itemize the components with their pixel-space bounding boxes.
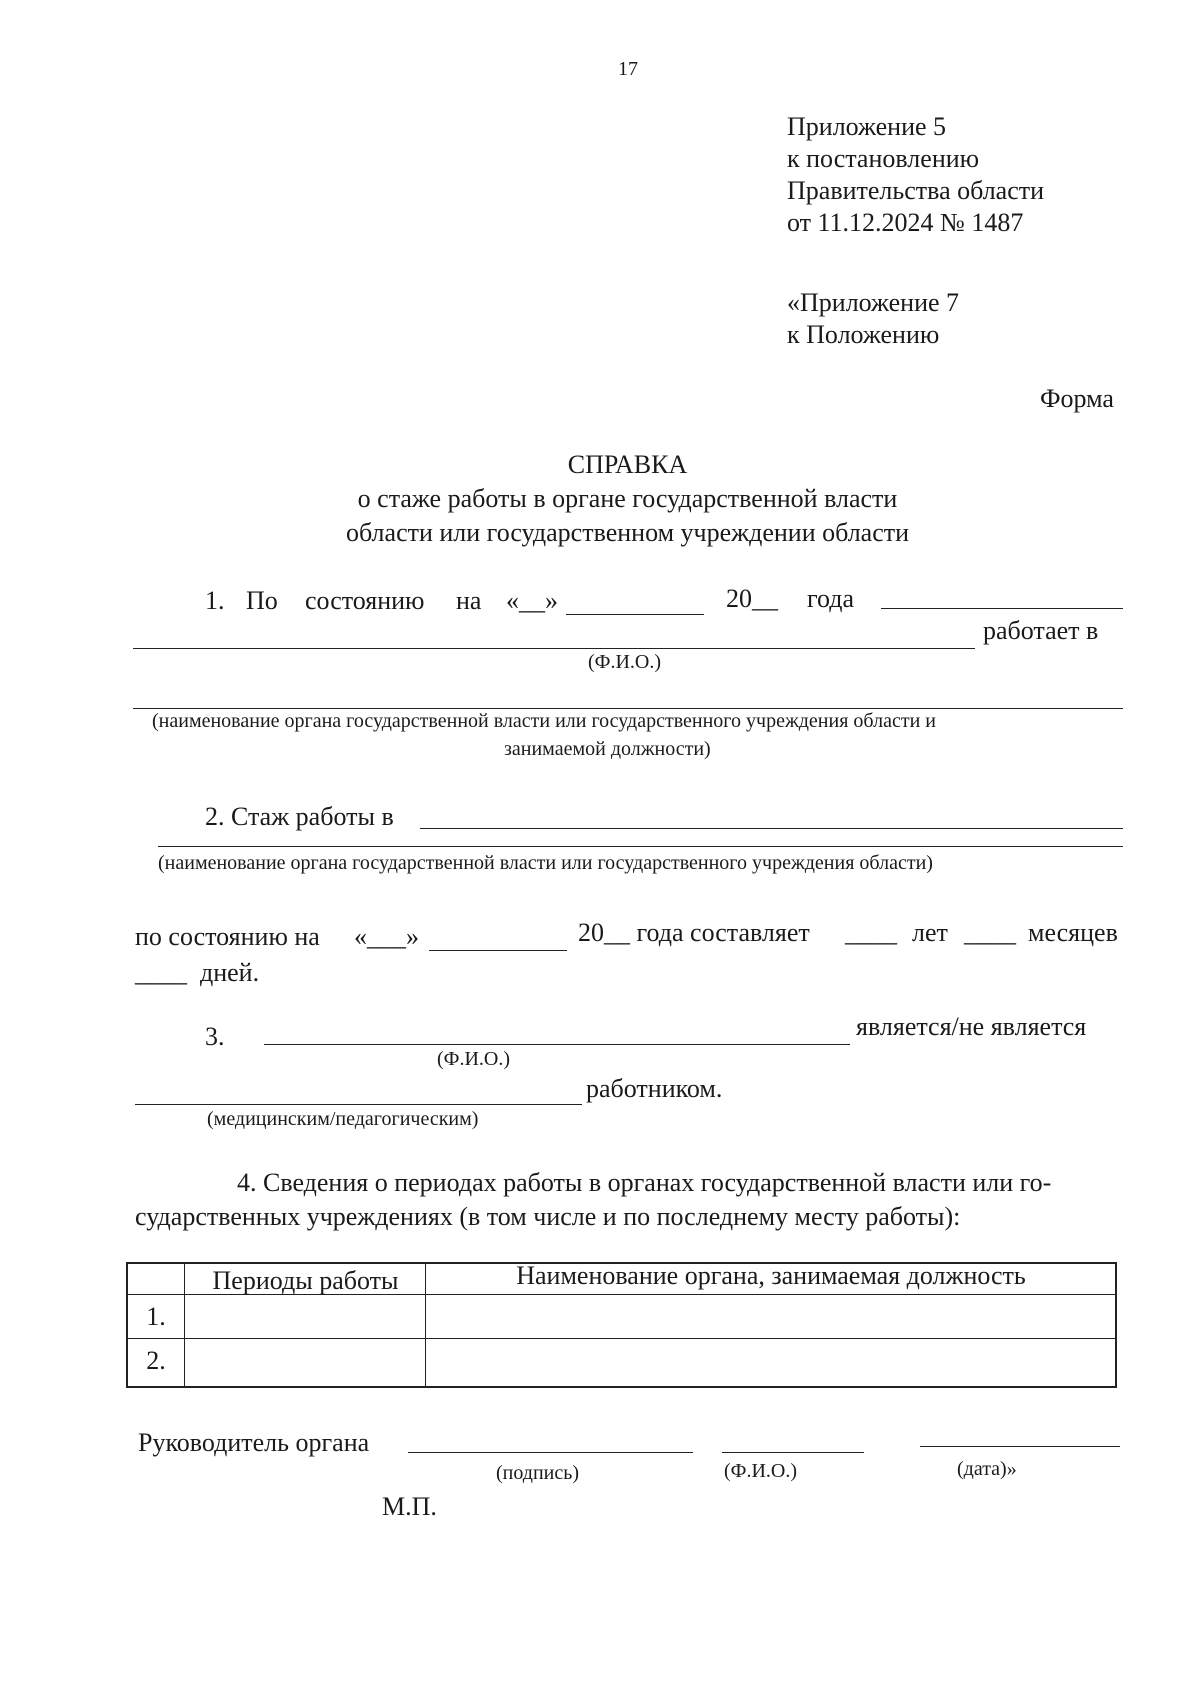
- year-blank: 20__: [726, 584, 778, 613]
- appendix-header-line: Приложение 5: [787, 112, 947, 141]
- appendix-ref-line: «Приложение 7: [787, 288, 960, 317]
- table-divider: [184, 1264, 185, 1386]
- form-label: Форма: [1040, 384, 1114, 413]
- table-divider: [127, 1338, 1115, 1339]
- org-caption: (наименование органа государственной власти или государственного учреждения области и: [152, 710, 936, 732]
- signature-caption: (подпись): [496, 1462, 580, 1484]
- item-text: года: [807, 584, 855, 613]
- item-text: дней.: [200, 958, 260, 987]
- date-caption: (дата)»: [957, 1458, 1017, 1480]
- item-text: на: [456, 586, 482, 615]
- fio-caption: (Ф.И.О.): [724, 1460, 798, 1482]
- signatory-label: Руководитель органа: [138, 1428, 370, 1457]
- month-blank: [429, 950, 567, 951]
- item-text: состоянию: [305, 586, 425, 615]
- item-text: лет: [912, 918, 948, 947]
- months-blank: ____: [964, 918, 1016, 947]
- fio-blank: [722, 1452, 864, 1453]
- item-text: 2. Стаж работы в: [205, 802, 394, 831]
- item-text: 4. Сведения о периодах работы в органах государственной власти или го-: [237, 1168, 1052, 1197]
- item-text: по состоянию на: [135, 922, 320, 951]
- type-caption: (медицинским/педагогическим): [207, 1108, 479, 1130]
- days-blank: ____: [135, 958, 187, 987]
- table-divider: [425, 1264, 426, 1386]
- org-caption: занимаемой должности): [504, 738, 711, 760]
- document-subtitle: области или государственном учреждении области: [345, 518, 910, 547]
- item-text: сударственных учреждениях (в том числе и по последнему месту работы):: [135, 1202, 961, 1231]
- item-text: месяцев: [1028, 918, 1118, 947]
- table-header: Периоды работы: [212, 1266, 399, 1295]
- table-header: Наименование органа, занимаемая должность: [516, 1261, 1026, 1290]
- page-number: 17: [618, 58, 638, 80]
- fio-blank: [133, 648, 975, 649]
- item-number: 3.: [205, 1022, 225, 1051]
- years-blank: ____: [845, 918, 897, 947]
- fio-blank: [264, 1044, 850, 1045]
- date-quote-blank: «__»: [506, 586, 558, 615]
- stamp-placeholder: М.П.: [382, 1492, 437, 1521]
- signature-blank: [408, 1452, 693, 1453]
- date-quote-blank: «___»: [354, 922, 419, 951]
- document-subtitle: о стаже работы в органе государственной власти: [357, 484, 898, 513]
- item-text: является/не является: [856, 1012, 1087, 1041]
- document-title: СПРАВКА: [567, 450, 688, 479]
- item-text: По: [246, 586, 278, 615]
- org-caption: (наименование органа государственной власти или государственного учреждения области): [158, 852, 933, 874]
- month-blank: [566, 614, 704, 615]
- appendix-ref-line: к Положению: [787, 320, 940, 349]
- fio-blank: [881, 608, 1123, 609]
- appendix-header-line: Правительства области: [787, 176, 1045, 205]
- org-blank: [158, 846, 1123, 847]
- item-text: работником.: [586, 1074, 723, 1103]
- table-row-number: 2.: [146, 1346, 166, 1375]
- org-blank: [133, 708, 1123, 709]
- fio-caption: (Ф.И.О.): [437, 1048, 511, 1070]
- org-blank: [420, 828, 1123, 829]
- item-text: 20__ года составляет: [578, 918, 810, 947]
- fio-caption: (Ф.И.О.): [588, 651, 662, 673]
- table-row-number: 1.: [146, 1302, 166, 1331]
- date-blank: [920, 1446, 1120, 1447]
- appendix-header-line: от 11.12.2024 № 1487: [787, 208, 1024, 237]
- item-number: 1.: [205, 586, 225, 615]
- type-blank: [135, 1104, 582, 1105]
- item-text: работает в: [983, 616, 1099, 645]
- appendix-header-line: к постановлению: [787, 144, 980, 173]
